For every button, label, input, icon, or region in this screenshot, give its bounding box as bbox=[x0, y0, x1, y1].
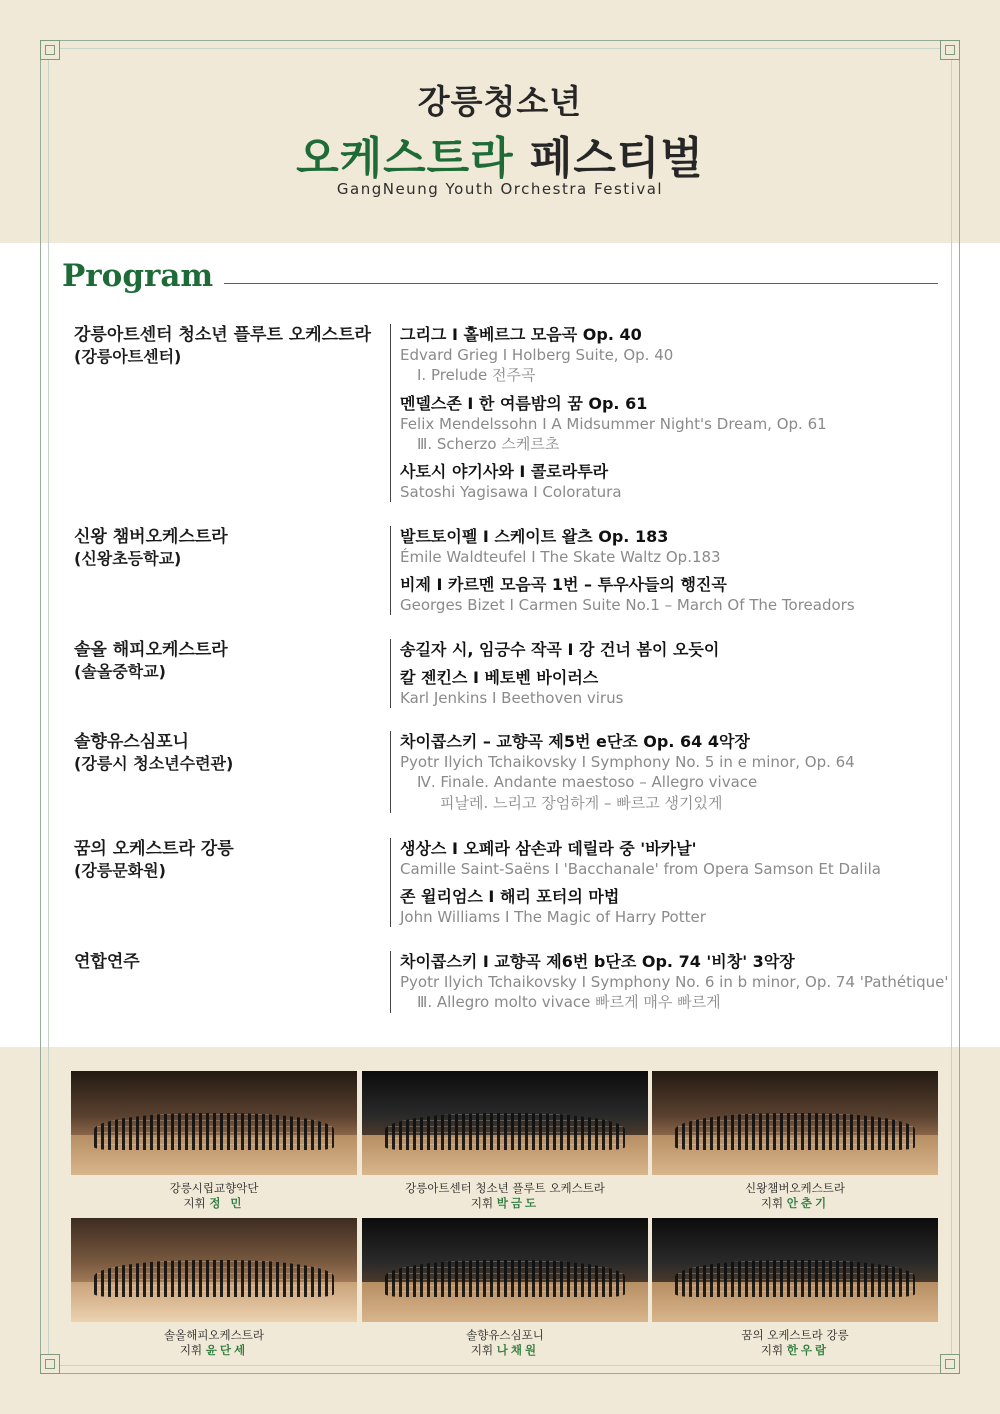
performer-name: 강릉아트센터 청소년 플루트 오케스트라 bbox=[74, 325, 371, 345]
orchestra-photo bbox=[652, 1218, 938, 1322]
conductor-name: 한우람 bbox=[786, 1343, 830, 1357]
piece-title-kr: 발트토이펠 Ι 스케이트 왈츠 Op. 183 bbox=[400, 527, 669, 546]
caption-ensemble: 신왕챔버오케스트라 bbox=[745, 1181, 845, 1195]
piece-title-en: Émile Waldteufel Ι The Skate Waltz Op.183 bbox=[400, 548, 721, 566]
piece-title-en: Karl Jenkins Ι Beethoven virus bbox=[400, 689, 624, 707]
performer-block bbox=[74, 526, 384, 570]
conductor-name: 안춘기 bbox=[786, 1196, 830, 1210]
piece-title-en: Pyotr Ilyich Tchaikovsky Ι Symphony No. 6 in b minor, Op. 74 'Pathétique' bbox=[400, 973, 949, 991]
corner-ornament-top-right bbox=[940, 40, 960, 60]
performer-name: 꿈의 오케스트라 강릉 bbox=[74, 839, 234, 859]
performer-affiliation: (강릉아트센터) bbox=[74, 347, 182, 366]
corner-ornament-bottom-right bbox=[940, 1354, 960, 1374]
conductor-label: 지휘 bbox=[470, 1343, 494, 1357]
performer-block bbox=[74, 324, 384, 368]
performer-name: 연합연주 bbox=[74, 952, 140, 972]
piece-title-kr: 차이콥스키 Ι 교향곡 제6번 b단조 Op. 74 '비창' 3악장 bbox=[400, 952, 795, 971]
festival-subtitle: GangNeung Youth Orchestra Festival bbox=[336, 180, 664, 198]
piece-title-en: Camille Saint-Saëns Ι 'Bacchanale' from Opera Samson Et Dalila bbox=[400, 860, 881, 878]
performer-name: 솔올 해피오케스트라 bbox=[74, 640, 228, 660]
performer-block bbox=[74, 951, 384, 973]
piece-item bbox=[400, 667, 950, 708]
corner-ornament-top-left bbox=[40, 40, 60, 60]
piece-title-kr: 비제 Ι 카르멘 모음곡 1번 – 투우사들의 행진곡 bbox=[400, 575, 727, 594]
piece-title-kr: 생상스 Ι 오페라 삼손과 데릴라 중 '바카날' bbox=[400, 839, 697, 858]
piece-title-kr: 멘델스존 Ι 한 여름밤의 꿈 Op. 61 bbox=[400, 393, 648, 413]
conductor-name: 나채원 bbox=[496, 1343, 540, 1357]
program-rule bbox=[224, 283, 938, 284]
piece-title-kr: 존 윌리엄스 Ι 해리 포터의 마법 bbox=[400, 887, 620, 906]
caption-conductor bbox=[362, 1196, 648, 1211]
piece-title-kr: 칼 젠킨스 Ι 베토벤 바이러스 bbox=[400, 668, 599, 687]
corner-ornament-bottom-left bbox=[40, 1354, 60, 1374]
caption-conductor bbox=[652, 1196, 938, 1211]
piece-movement: Ⅲ. Allegro molto vivace 빠르게 매우 빠르게 bbox=[417, 993, 721, 1011]
piece-title-kr: 송길자 시, 임긍수 작곡 Ι 강 건너 봄이 오듯이 bbox=[400, 640, 720, 659]
caption-ensemble: 솔향유스심포니 bbox=[466, 1328, 544, 1342]
piece-title-en: Satoshi Yagisawa Ι Coloratura bbox=[400, 483, 622, 501]
piece-title-kr: 차이콥스키 – 교향곡 제5번 e단조 Op. 64 4악장 bbox=[400, 732, 750, 751]
caption-conductor bbox=[71, 1343, 357, 1358]
caption-ensemble: 강릉아트센터 청소년 플루트 오케스트라 bbox=[405, 1181, 605, 1195]
conductor-name: 정 민 bbox=[209, 1196, 245, 1210]
conductor-label: 지휘 bbox=[183, 1196, 206, 1210]
piece-item bbox=[400, 574, 950, 615]
piece-title-en: Pyotr Ilyich Tchaikovsky Ι Symphony No. 5 in e minor, Op. 64 bbox=[400, 753, 855, 771]
piece-title-en: Felix Mendelssohn Ι A Midsummer Night's Dream, Op. 61 bbox=[400, 414, 827, 433]
piece-movement-kr: 피날레. 느리고 장엄하게 – 빠르고 생기있게 bbox=[440, 793, 723, 812]
piece-list bbox=[390, 526, 950, 615]
festival-title-line2 bbox=[0, 122, 1000, 186]
conductor-label: 지휘 bbox=[470, 1196, 494, 1210]
caption-conductor bbox=[362, 1343, 648, 1358]
orchestra-photo bbox=[71, 1071, 357, 1175]
piece-list bbox=[390, 731, 950, 813]
piece-list bbox=[390, 324, 950, 502]
performer-affiliation: (신왕초등학교) bbox=[74, 549, 182, 568]
orchestra-photo bbox=[71, 1218, 357, 1322]
performer-block bbox=[74, 838, 384, 882]
conductor-name: 박금도 bbox=[496, 1196, 540, 1210]
piece-movement: Ⅰ. Prelude 전주곡 bbox=[417, 366, 536, 384]
caption-conductor bbox=[652, 1343, 938, 1358]
piece-title-en: Georges Bizet Ι Carmen Suite No.1 – March Of The Toreadors bbox=[400, 596, 855, 614]
program-heading: Program bbox=[62, 258, 214, 294]
performer-block bbox=[74, 639, 384, 683]
photo-caption bbox=[652, 1181, 938, 1211]
conductor-label: 지휘 bbox=[760, 1196, 784, 1210]
piece-title-en: John Williams Ι The Magic of Harry Potter bbox=[400, 908, 706, 926]
photo-caption bbox=[71, 1328, 357, 1358]
piece-title-en: Edvard Grieg Ι Holberg Suite, Op. 40 bbox=[400, 346, 674, 364]
photo-caption bbox=[71, 1181, 357, 1211]
piece-title-kr: 그리그 Ι 홀베르그 모음곡 Op. 40 bbox=[400, 325, 642, 344]
caption-ensemble: 강릉시립교향악단 bbox=[169, 1181, 259, 1195]
piece-movement: Ⅳ. Finale. Andante maestoso – Allegro vivace bbox=[417, 773, 758, 791]
caption-ensemble: 꿈의 오케스트라 강릉 bbox=[741, 1328, 849, 1342]
caption-conductor bbox=[71, 1196, 357, 1211]
performer-name: 신왕 챔버오케스트라 bbox=[74, 527, 228, 547]
caption-ensemble: 솔올해피오케스트라 bbox=[164, 1328, 264, 1342]
piece-movement: Ⅲ. Scherzo 스케르초 bbox=[417, 434, 560, 453]
performer-name: 솔향유스심포니 bbox=[74, 732, 189, 752]
piece-item bbox=[400, 324, 950, 386]
piece-item bbox=[400, 393, 950, 455]
piece-title-kr: 사토시 야기사와 Ι 콜로라투라 bbox=[400, 462, 609, 481]
conductor-label: 지휘 bbox=[760, 1343, 784, 1357]
piece-item bbox=[400, 951, 950, 1013]
photo-caption bbox=[652, 1328, 938, 1358]
piece-list bbox=[390, 639, 950, 708]
piece-item bbox=[400, 731, 950, 813]
piece-item bbox=[400, 838, 950, 879]
performer-affiliation: (솔올중학교) bbox=[74, 662, 166, 681]
piece-list bbox=[390, 838, 950, 927]
piece-item bbox=[400, 461, 950, 502]
orchestra-photo bbox=[362, 1071, 648, 1175]
festival-title-line1: 강릉청소년 bbox=[417, 82, 583, 121]
orchestra-photo bbox=[362, 1218, 648, 1322]
performer-affiliation: (강릉문화원) bbox=[74, 861, 166, 880]
title-festival: 페스티벌 bbox=[529, 133, 704, 184]
title-orchestra: 오케스트라 bbox=[296, 133, 514, 184]
piece-item bbox=[400, 639, 950, 660]
photo-caption bbox=[362, 1181, 648, 1211]
performer-affiliation: (강릉시 청소년수련관) bbox=[74, 754, 234, 773]
piece-item bbox=[400, 886, 950, 927]
orchestra-photo bbox=[652, 1071, 938, 1175]
conductor-name: 윤단세 bbox=[205, 1343, 249, 1357]
performer-block bbox=[74, 731, 384, 775]
conductor-label: 지휘 bbox=[179, 1343, 203, 1357]
piece-list bbox=[390, 951, 950, 1013]
photo-caption bbox=[362, 1328, 648, 1358]
piece-item bbox=[400, 526, 950, 567]
